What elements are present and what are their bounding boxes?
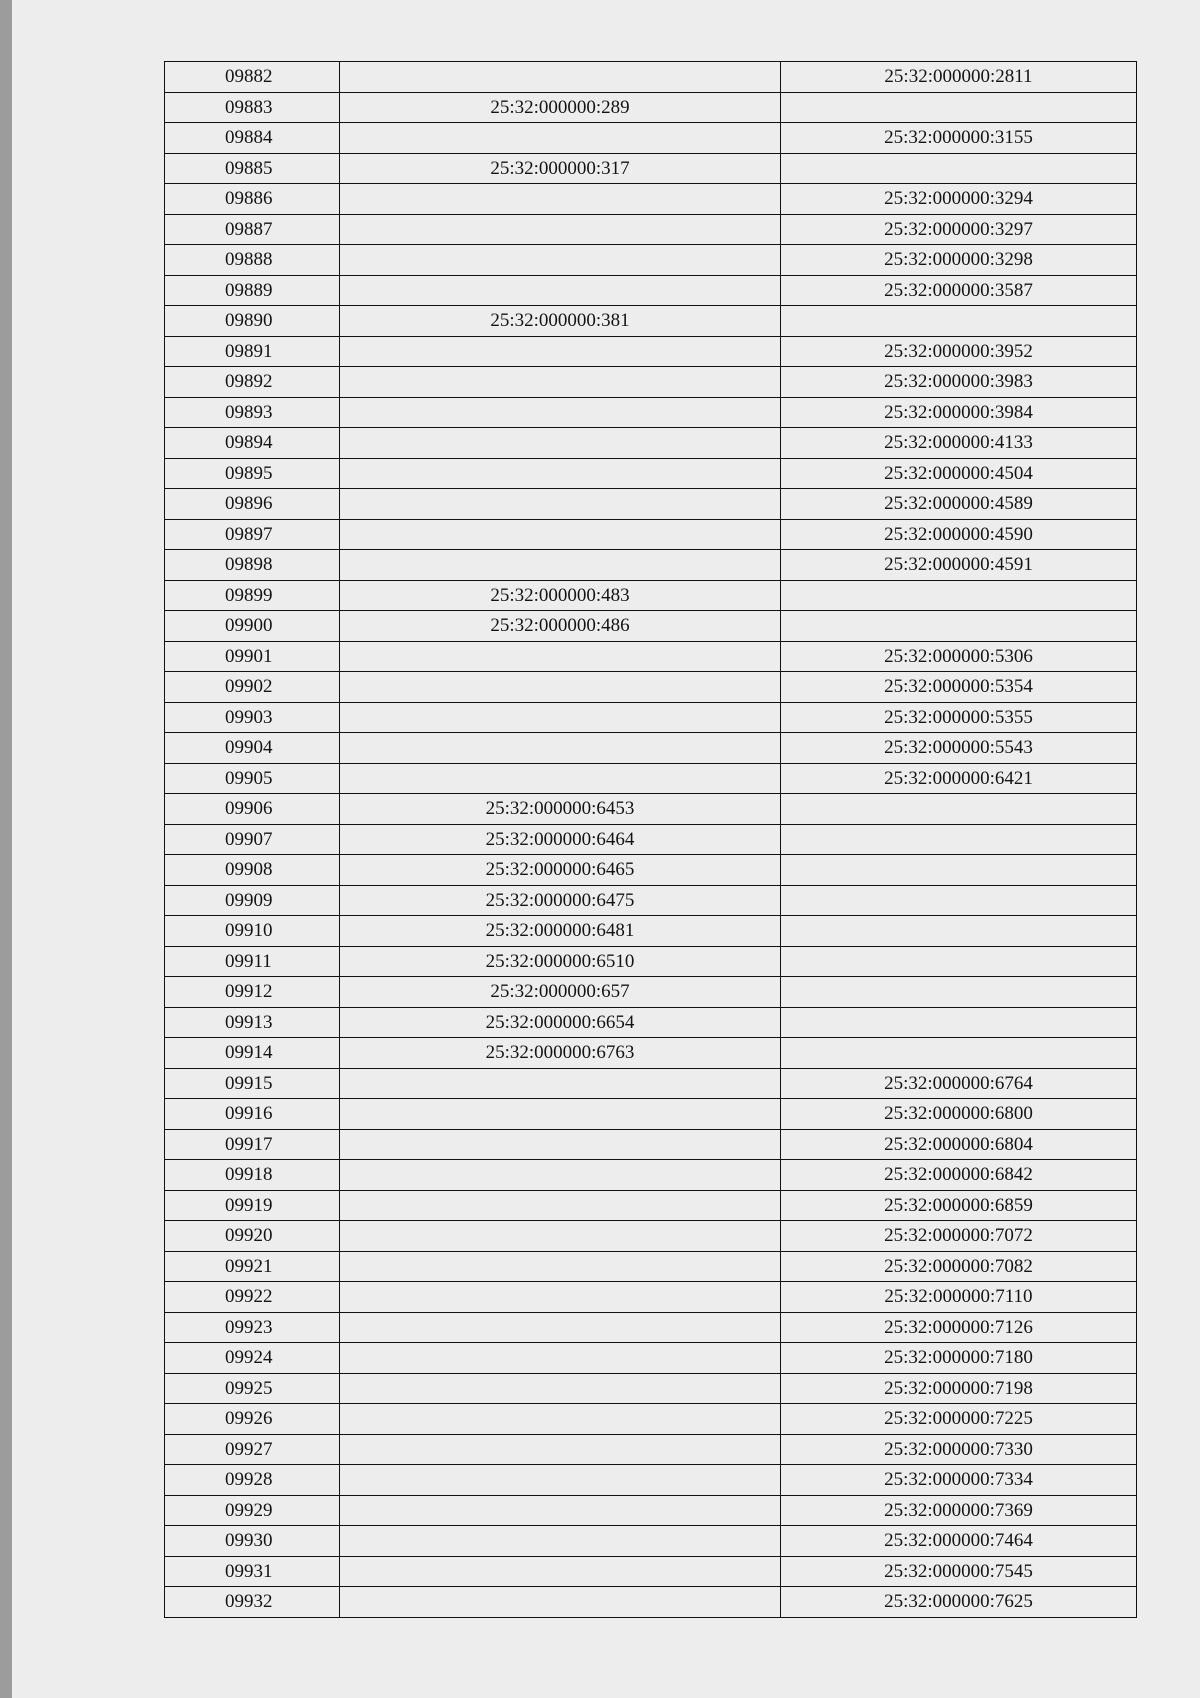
- cadastral-number-cell-b: 25:32:000000:7369: [781, 1495, 1137, 1526]
- table-row: [165, 794, 1137, 825]
- cadastral-number-cell-b: 25:32:000000:3587: [781, 275, 1137, 306]
- cadastral-number-cell-b: [781, 855, 1137, 886]
- cadastral-number-cell-a: [340, 1465, 781, 1496]
- cadastral-number-cell-b: 25:32:000000:7464: [781, 1526, 1137, 1557]
- row-number-cell: 09899: [165, 580, 340, 611]
- cadastral-number-cell-a: [340, 550, 781, 581]
- table-row: [165, 1282, 1137, 1313]
- row-number-cell: 09913: [165, 1007, 340, 1038]
- cadastral-number-cell-b: 25:32:000000:5306: [781, 641, 1137, 672]
- cadastral-number-cell-a: [340, 1526, 781, 1557]
- cadastral-number-cell-b: 25:32:000000:4504: [781, 458, 1137, 489]
- table-row: [165, 1343, 1137, 1374]
- cadastral-number-cell-b: 25:32:000000:4589: [781, 489, 1137, 520]
- cadastral-number-cell-b: 25:32:000000:7082: [781, 1251, 1137, 1282]
- row-number-cell: 09925: [165, 1373, 340, 1404]
- table-row: [165, 1495, 1137, 1526]
- table-row: [165, 336, 1137, 367]
- cadastral-number-cell-b: 25:32:000000:6804: [781, 1129, 1137, 1160]
- table-row: [165, 1221, 1137, 1252]
- document-page: [12, 0, 1200, 1698]
- table-row: [165, 306, 1137, 337]
- cadastral-number-cell-b: 25:32:000000:2811: [781, 62, 1137, 93]
- table-row: [165, 458, 1137, 489]
- cadastral-number-cell-b: 25:32:000000:6421: [781, 763, 1137, 794]
- cadastral-number-cell-b: [781, 977, 1137, 1008]
- cadastral-number-cell-b: [781, 794, 1137, 825]
- cadastral-number-cell-b: 25:32:000000:3983: [781, 367, 1137, 398]
- row-number-cell: 09930: [165, 1526, 340, 1557]
- row-number-cell: 09916: [165, 1099, 340, 1130]
- cadastral-number-cell-a: 25:32:000000:317: [340, 153, 781, 184]
- cadastral-number-cell-b: 25:32:000000:7072: [781, 1221, 1137, 1252]
- row-number-cell: 09907: [165, 824, 340, 855]
- row-number-cell: 09883: [165, 92, 340, 123]
- table-row: [165, 702, 1137, 733]
- row-number-cell: 09904: [165, 733, 340, 764]
- cadastral-number-cell-b: 25:32:000000:3297: [781, 214, 1137, 245]
- cadastral-number-cell-a: [340, 1282, 781, 1313]
- table-row: [165, 1312, 1137, 1343]
- cadastral-number-cell-b: 25:32:000000:3298: [781, 245, 1137, 276]
- cadastral-number-cell-a: 25:32:000000:6510: [340, 946, 781, 977]
- row-number-cell: 09931: [165, 1556, 340, 1587]
- table-row: [165, 824, 1137, 855]
- cadastral-number-cell-b: [781, 946, 1137, 977]
- cadastral-number-cell-b: 25:32:000000:4591: [781, 550, 1137, 581]
- cadastral-number-cell-a: 25:32:000000:6464: [340, 824, 781, 855]
- table-row: [165, 62, 1137, 93]
- table-row: [165, 1434, 1137, 1465]
- row-number-cell: 09909: [165, 885, 340, 916]
- cadastral-number-cell-a: [340, 1434, 781, 1465]
- row-number-cell: 09920: [165, 1221, 340, 1252]
- table-row: [165, 275, 1137, 306]
- row-number-cell: 09885: [165, 153, 340, 184]
- cadastral-number-cell-b: 25:32:000000:3984: [781, 397, 1137, 428]
- cadastral-number-cell-a: [340, 184, 781, 215]
- table-row: [165, 672, 1137, 703]
- row-number-cell: 09886: [165, 184, 340, 215]
- cadastral-number-cell-a: [340, 428, 781, 459]
- row-number-cell: 09892: [165, 367, 340, 398]
- table-row: [165, 184, 1137, 215]
- cadastral-number-cell-a: [340, 1251, 781, 1282]
- cadastral-number-cell-a: 25:32:000000:6453: [340, 794, 781, 825]
- row-number-cell: 09910: [165, 916, 340, 947]
- cadastral-number-cell-b: 25:32:000000:7110: [781, 1282, 1137, 1313]
- cadastral-number-cell-a: [340, 1160, 781, 1191]
- row-number-cell: 09900: [165, 611, 340, 642]
- cadastral-number-cell-a: [340, 1373, 781, 1404]
- cadastral-number-cell-a: [340, 1190, 781, 1221]
- cadastral-number-cell-a: [340, 62, 781, 93]
- cadastral-number-cell-b: [781, 306, 1137, 337]
- row-number-cell: 09932: [165, 1587, 340, 1618]
- cadastral-number-cell-b: [781, 824, 1137, 855]
- cadastral-number-cell-b: 25:32:000000:3952: [781, 336, 1137, 367]
- cadastral-number-cell-b: 25:32:000000:7126: [781, 1312, 1137, 1343]
- table-row: [165, 946, 1137, 977]
- row-number-cell: 09898: [165, 550, 340, 581]
- cadastral-number-cell-a: [340, 1312, 781, 1343]
- row-number-cell: 09924: [165, 1343, 340, 1374]
- row-number-cell: 09911: [165, 946, 340, 977]
- row-number-cell: 09894: [165, 428, 340, 459]
- cadastral-number-cell-b: [781, 885, 1137, 916]
- cadastral-number-cell-a: [340, 397, 781, 428]
- cadastral-number-cell-a: 25:32:000000:381: [340, 306, 781, 337]
- row-number-cell: 09919: [165, 1190, 340, 1221]
- cadastral-number-cell-a: [340, 1556, 781, 1587]
- row-number-cell: 09901: [165, 641, 340, 672]
- row-number-cell: 09906: [165, 794, 340, 825]
- table-row: [165, 1160, 1137, 1191]
- cadastral-number-cell-b: 25:32:000000:4590: [781, 519, 1137, 550]
- row-number-cell: 09917: [165, 1129, 340, 1160]
- cadastral-number-cell-a: 25:32:000000:6475: [340, 885, 781, 916]
- cadastral-number-cell-b: 25:32:000000:4133: [781, 428, 1137, 459]
- table-row: [165, 580, 1137, 611]
- table-row: [165, 1007, 1137, 1038]
- table-row: [165, 763, 1137, 794]
- table-row: [165, 519, 1137, 550]
- cadastral-number-cell-a: [340, 367, 781, 398]
- cadastral-table: [164, 61, 1137, 1618]
- row-number-cell: 09921: [165, 1251, 340, 1282]
- table-row: [165, 1038, 1137, 1069]
- cadastral-number-cell-b: 25:32:000000:7198: [781, 1373, 1137, 1404]
- row-number-cell: 09926: [165, 1404, 340, 1435]
- cadastral-number-cell-b: 25:32:000000:7334: [781, 1465, 1137, 1496]
- cadastral-number-cell-b: 25:32:000000:6800: [781, 1099, 1137, 1130]
- table-row: [165, 489, 1137, 520]
- cadastral-number-cell-b: 25:32:000000:3294: [781, 184, 1137, 215]
- cadastral-number-cell-b: 25:32:000000:5543: [781, 733, 1137, 764]
- cadastral-number-cell-a: [340, 1129, 781, 1160]
- table-row: [165, 1099, 1137, 1130]
- cadastral-number-cell-a: [340, 1068, 781, 1099]
- row-number-cell: 09884: [165, 123, 340, 154]
- row-number-cell: 09895: [165, 458, 340, 489]
- cadastral-number-cell-b: 25:32:000000:6764: [781, 1068, 1137, 1099]
- cadastral-number-cell-b: [781, 916, 1137, 947]
- cadastral-number-cell-a: [340, 1343, 781, 1374]
- cadastral-number-cell-b: 25:32:000000:7545: [781, 1556, 1137, 1587]
- row-number-cell: 09903: [165, 702, 340, 733]
- cadastral-number-cell-b: 25:32:000000:6842: [781, 1160, 1137, 1191]
- table-row: [165, 367, 1137, 398]
- cadastral-number-cell-a: [340, 519, 781, 550]
- row-number-cell: 09929: [165, 1495, 340, 1526]
- cadastral-number-cell-a: [340, 763, 781, 794]
- cadastral-number-cell-a: 25:32:000000:289: [340, 92, 781, 123]
- cadastral-number-cell-b: [781, 1007, 1137, 1038]
- cadastral-number-cell-a: [340, 275, 781, 306]
- table-row: [165, 1068, 1137, 1099]
- cadastral-number-cell-b: 25:32:000000:7625: [781, 1587, 1137, 1618]
- row-number-cell: 09908: [165, 855, 340, 886]
- cadastral-number-cell-a: [340, 1099, 781, 1130]
- table-row: [165, 916, 1137, 947]
- table-row: [165, 855, 1137, 886]
- table-row: [165, 92, 1137, 123]
- row-number-cell: 09914: [165, 1038, 340, 1069]
- cadastral-number-cell-b: [781, 580, 1137, 611]
- cadastral-number-cell-a: [340, 1404, 781, 1435]
- cadastral-number-cell-b: 25:32:000000:7330: [781, 1434, 1137, 1465]
- cadastral-number-cell-b: 25:32:000000:5354: [781, 672, 1137, 703]
- cadastral-number-cell-a: [340, 489, 781, 520]
- row-number-cell: 09890: [165, 306, 340, 337]
- row-number-cell: 09882: [165, 62, 340, 93]
- cadastral-number-cell-a: [340, 245, 781, 276]
- cadastral-number-cell-b: [781, 92, 1137, 123]
- table-row: [165, 1465, 1137, 1496]
- table-row: [165, 123, 1137, 154]
- row-number-cell: 09896: [165, 489, 340, 520]
- table-row: [165, 245, 1137, 276]
- table-row: [165, 397, 1137, 428]
- table-body: [165, 62, 1137, 1618]
- cadastral-number-cell-a: 25:32:000000:486: [340, 611, 781, 642]
- table-row: [165, 1526, 1137, 1557]
- cadastral-number-cell-b: 25:32:000000:7180: [781, 1343, 1137, 1374]
- row-number-cell: 09887: [165, 214, 340, 245]
- row-number-cell: 09905: [165, 763, 340, 794]
- table-row: [165, 641, 1137, 672]
- cadastral-number-cell-b: [781, 1038, 1137, 1069]
- row-number-cell: 09897: [165, 519, 340, 550]
- cadastral-number-cell-b: 25:32:000000:3155: [781, 123, 1137, 154]
- row-number-cell: 09889: [165, 275, 340, 306]
- cadastral-number-cell-a: 25:32:000000:657: [340, 977, 781, 1008]
- cadastral-number-cell-a: [340, 1221, 781, 1252]
- row-number-cell: 09928: [165, 1465, 340, 1496]
- cadastral-number-cell-a: 25:32:000000:6465: [340, 855, 781, 886]
- cadastral-number-cell-a: [340, 641, 781, 672]
- table-row: [165, 611, 1137, 642]
- cadastral-number-cell-a: [340, 214, 781, 245]
- cadastral-number-cell-a: 25:32:000000:483: [340, 580, 781, 611]
- cadastral-number-cell-a: [340, 336, 781, 367]
- cadastral-number-cell-a: [340, 458, 781, 489]
- cadastral-number-cell-a: [340, 702, 781, 733]
- table-row: [165, 1404, 1137, 1435]
- table-row: [165, 214, 1137, 245]
- row-number-cell: 09912: [165, 977, 340, 1008]
- table-row: [165, 550, 1137, 581]
- table-row: [165, 885, 1137, 916]
- table-row: [165, 1190, 1137, 1221]
- cadastral-number-cell-a: 25:32:000000:6481: [340, 916, 781, 947]
- row-number-cell: 09915: [165, 1068, 340, 1099]
- table-row: [165, 428, 1137, 459]
- table-row: [165, 977, 1137, 1008]
- cadastral-number-cell-b: 25:32:000000:7225: [781, 1404, 1137, 1435]
- cadastral-number-cell-a: [340, 733, 781, 764]
- cadastral-number-cell-a: [340, 1587, 781, 1618]
- cadastral-number-cell-b: [781, 611, 1137, 642]
- row-number-cell: 09923: [165, 1312, 340, 1343]
- cadastral-number-cell-a: [340, 1495, 781, 1526]
- row-number-cell: 09888: [165, 245, 340, 276]
- table-row: [165, 153, 1137, 184]
- cadastral-number-cell-b: [781, 153, 1137, 184]
- table-row: [165, 1556, 1137, 1587]
- table-row: [165, 1251, 1137, 1282]
- row-number-cell: 09918: [165, 1160, 340, 1191]
- cadastral-number-cell-a: 25:32:000000:6763: [340, 1038, 781, 1069]
- table-row: [165, 1373, 1137, 1404]
- cadastral-number-cell-b: 25:32:000000:6859: [781, 1190, 1137, 1221]
- cadastral-number-cell-a: [340, 672, 781, 703]
- cadastral-number-cell-a: 25:32:000000:6654: [340, 1007, 781, 1038]
- table-row: [165, 1587, 1137, 1618]
- row-number-cell: 09902: [165, 672, 340, 703]
- table-row: [165, 1129, 1137, 1160]
- cadastral-number-cell-b: 25:32:000000:5355: [781, 702, 1137, 733]
- row-number-cell: 09922: [165, 1282, 340, 1313]
- cadastral-number-cell-a: [340, 123, 781, 154]
- row-number-cell: 09891: [165, 336, 340, 367]
- table-row: [165, 733, 1137, 764]
- row-number-cell: 09893: [165, 397, 340, 428]
- row-number-cell: 09927: [165, 1434, 340, 1465]
